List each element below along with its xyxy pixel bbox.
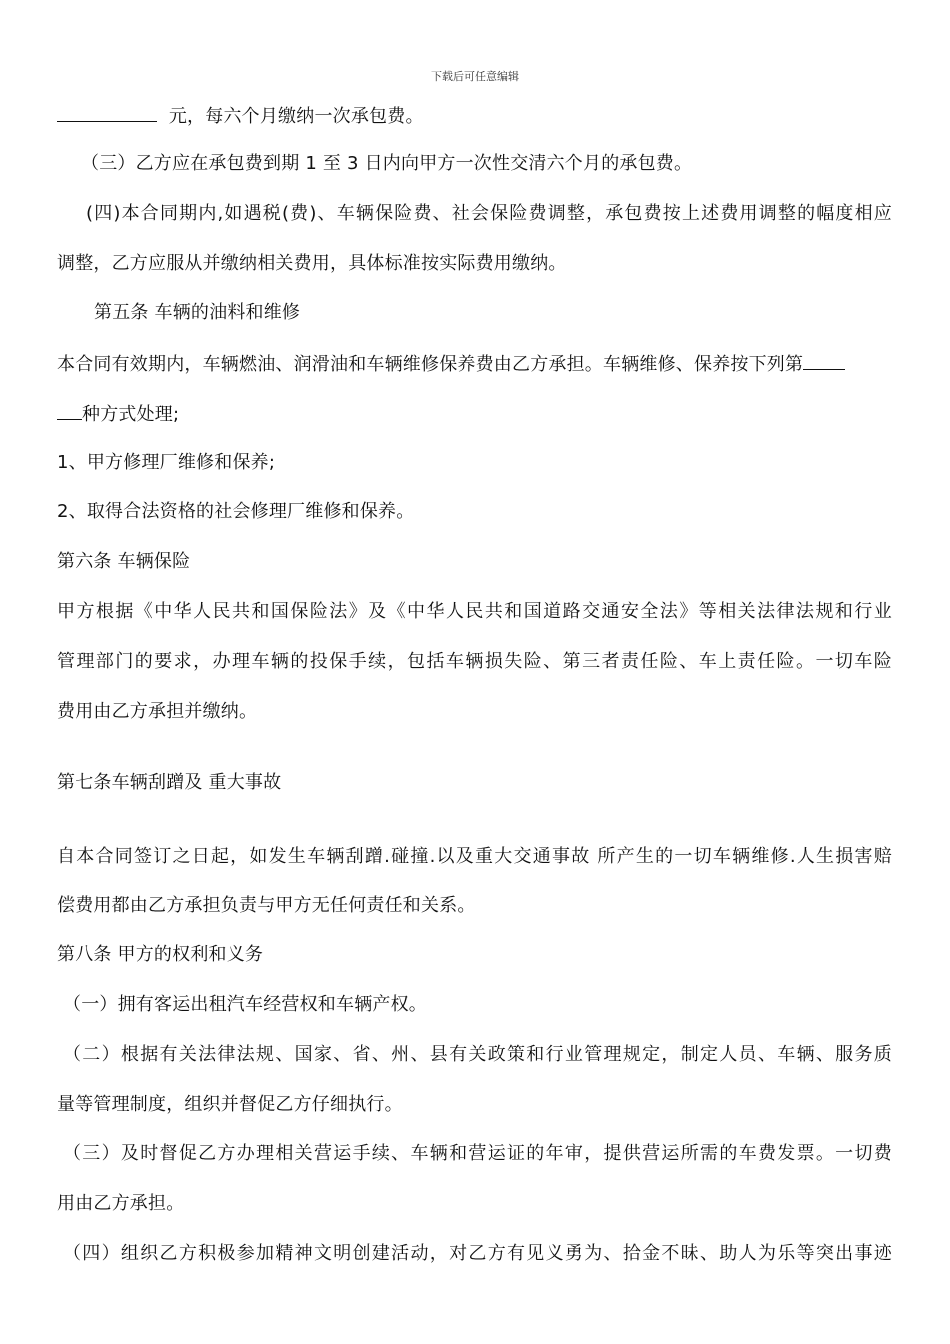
paragraph-line: 用由乙方承担。 xyxy=(57,1193,185,1214)
article-heading: 第五条 车辆的油料和维修 xyxy=(94,302,301,323)
paragraph-line: 费用由乙方承担并缴纳。 xyxy=(57,701,258,722)
paragraph-line: 自本合同签订之日起，如发生车辆刮蹭.碰撞.以及重大交通事故 所产生的一切车辆维修.人生损害赔 xyxy=(57,846,892,867)
paragraph-line: 管理部门的要求，办理车辆的投保手续，包括车辆损失险、第三者责任险、车上责任险。一切车险 xyxy=(57,651,892,672)
paragraph-line: 调整，乙方应服从并缴纳相关费用，具体标准按实际费用缴纳。 xyxy=(57,253,567,274)
paragraph-line: 种方式处理; xyxy=(57,401,897,427)
paragraph-line: 本合同有效期内，车辆燃油、润滑油和车辆维修保养费由乙方承担。车辆维修、保养按下列第 xyxy=(57,351,897,377)
page-header: 下载后可任意编辑 xyxy=(431,70,519,83)
paragraph-line: 量等管理制度，组织并督促乙方仔细执行。 xyxy=(57,1094,403,1115)
paragraph-line: （二）根据有关法律法规、国家、省、州、县有关政策和行业管理规定，制定人员、车辆、服务质 xyxy=(63,1044,892,1065)
paragraph-line: （三）及时督促乙方办理相关营运手续、车辆和营运证的年审，提供营运所需的车费发票。一切费 xyxy=(63,1143,892,1164)
fill-in-blank xyxy=(57,401,82,420)
article-heading: 第八条 甲方的权利和义务 xyxy=(57,944,264,965)
paragraph-line: 元，每六个月缴纳一次承包费。 xyxy=(57,103,897,129)
list-item: 1、甲方修理厂维修和保养; xyxy=(57,452,276,473)
article-heading: 第六条 车辆保险 xyxy=(57,551,191,572)
fill-in-blank xyxy=(57,103,157,122)
paragraph-line: （一）拥有客运出租汽车经营权和车辆产权。 xyxy=(63,994,427,1015)
article-heading: 第七条车辆刮蹭及 重大事故 xyxy=(57,772,282,793)
paragraph-line: 偿费用都由乙方承担负责与甲方无任何责任和关系。 xyxy=(57,895,476,916)
list-item: 2、取得合法资格的社会修理厂维修和保养。 xyxy=(57,501,415,522)
paragraph-line: (四)本合同期内,如遇税(费)、车辆保险费、社会保险费调整，承包费按上述费用调整的幅度相应 xyxy=(86,203,892,224)
paragraph-line: （四）组织乙方积极参加精神文明创建活动，对乙方有见义勇为、拾金不昧、助人为乐等突出事迹 xyxy=(63,1243,892,1264)
fill-in-blank xyxy=(803,351,845,370)
paragraph-line: （三）乙方应在承包费到期 1 至 3 日内向甲方一次性交清六个月的承包费。 xyxy=(81,153,693,174)
paragraph-line: 甲方根据《中华人民共和国保险法》及《中华人民共和国道路交通安全法》等相关法律法规和行业 xyxy=(57,601,892,622)
